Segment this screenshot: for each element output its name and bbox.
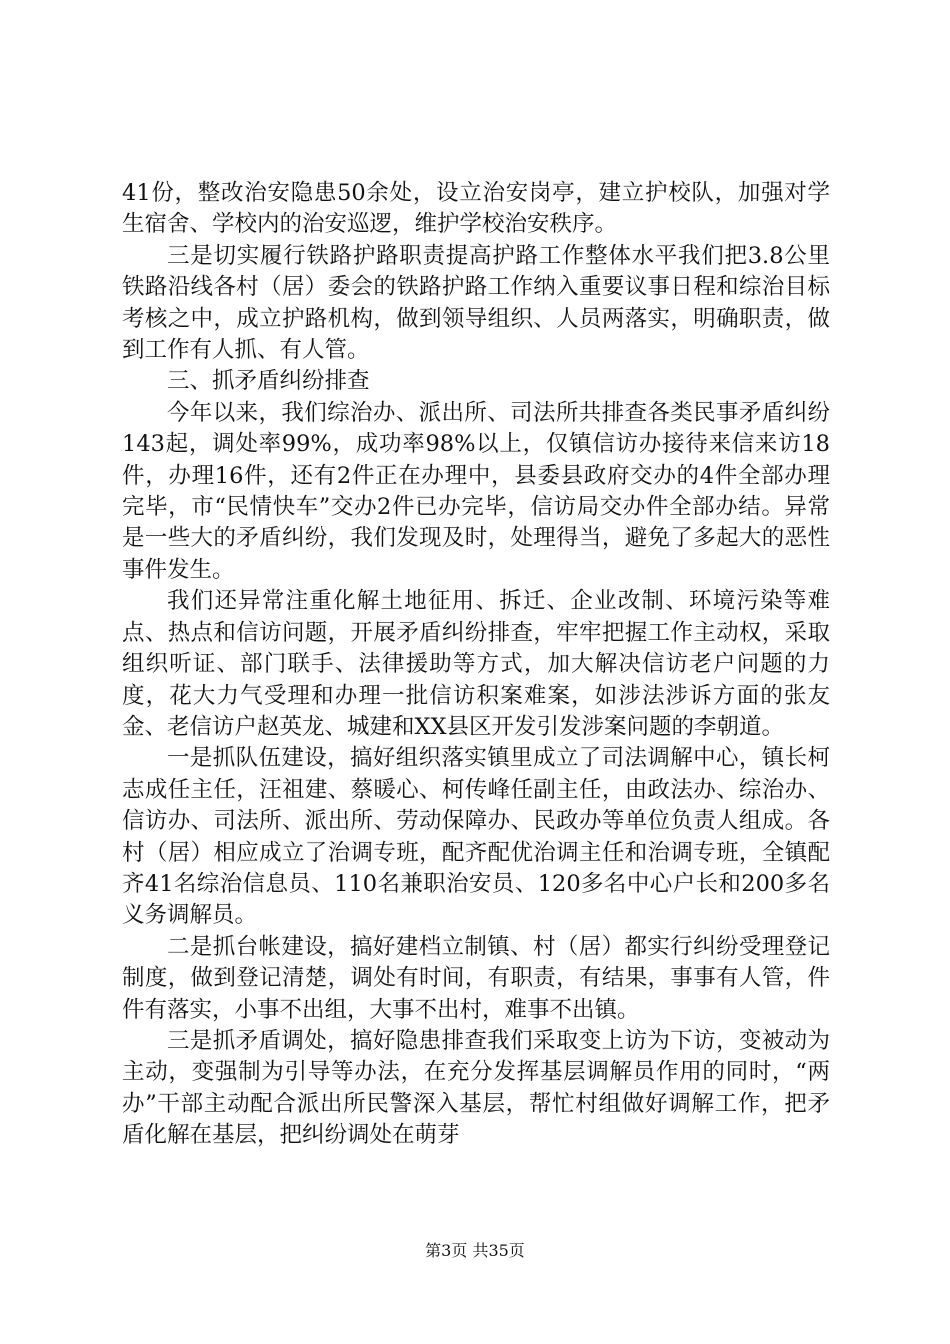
section-heading-dispute-screening: 三、抓矛盾纠纷排查: [167, 368, 370, 395]
page-number-footer: 第3页 共35页: [425, 1241, 525, 1260]
paragraph-team-building: 一是抓队伍建设，搞好组织落实镇里成立了司法调解中心，镇长柯志成任主任，汪祖建、蔡暖心、柯传峰任副主任，由政法办、综治办、信访办、司法所、派出所、劳动保障办、民政办等单位负责人组成。各村（居）相应成立了治调专班，配齐配优治调主任和治调专班，全镇配齐41名综治信息员、110名兼职治安员、120多名中心户长和200多名义务调解员。: [122, 745, 830, 929]
paragraph-petition-issues: 我们还异常注重化解土地征用、拆迁、企业改制、环境污染等难点、热点和信访问题，开展矛盾纠纷排查，牢牢把握工作主动权，采取组织听证、部门联手、法律援助等方式，加大解决信访老户问题的力度，花大力气受理和办理一批信访积案难案，如涉法涉诉方面的张友金、老信访户赵英龙、城建和XX县区开发引发涉案问题的李朝道。: [122, 588, 830, 740]
paragraph-ledger-building: 二是抓台帐建设，搞好建档立制镇、村（居）都实行纠纷受理登记制度，做到登记清楚，调处有时间，有职责，有结果，事事有人管，件件有落实，小事不出组，大事不出村，难事不出镇。: [122, 933, 830, 1023]
document-body: [122, 178, 830, 1152]
paragraph-dispute-mediation: 三是抓矛盾调处，搞好隐患排查我们采取变上访为下访，变被动为主动，变强制为引导等办法，在充分发挥基层调解员作用的同时，“两办”干部主动配合派出所民警深入基层，帮忙村组做好调解工作，把矛盾化解在基层，把纠纷调处在萌芽: [122, 1027, 830, 1149]
paragraph-dispute-statistics: 今年以来，我们综治办、派出所、司法所共排查各类民事矛盾纠纷143起，调处率99%，成功率98%以上，仅镇信访办接待来信来访18件，办理16件，还有2件正在办理中，县委县政府交办的4件全部办理完毕，市“民情快车”交办2件已办完毕，信访局交办件全部办结。异常是一些大的矛盾纠纷，我们发现及时，处理得当，避免了多起大的恶性事件发生。: [122, 399, 830, 583]
paragraph-railway-protection: 三是切实履行铁路护路职责提高护路工作整体水平我们把3.8公里铁路沿线各村（居）委会的铁路护路工作纳入重要议事日程和综治目标考核之中，成立护路机构，做到领导组织、人员两落实，明确职责，做到工作有人抓、有人管。: [122, 242, 830, 364]
paragraph-continuation: 41份，整改治安隐患50余处，设立治安岗亭，建立护校队，加强对学生宿舍、学校内的治安巡逻，维护学校治安秩序。: [122, 180, 830, 238]
